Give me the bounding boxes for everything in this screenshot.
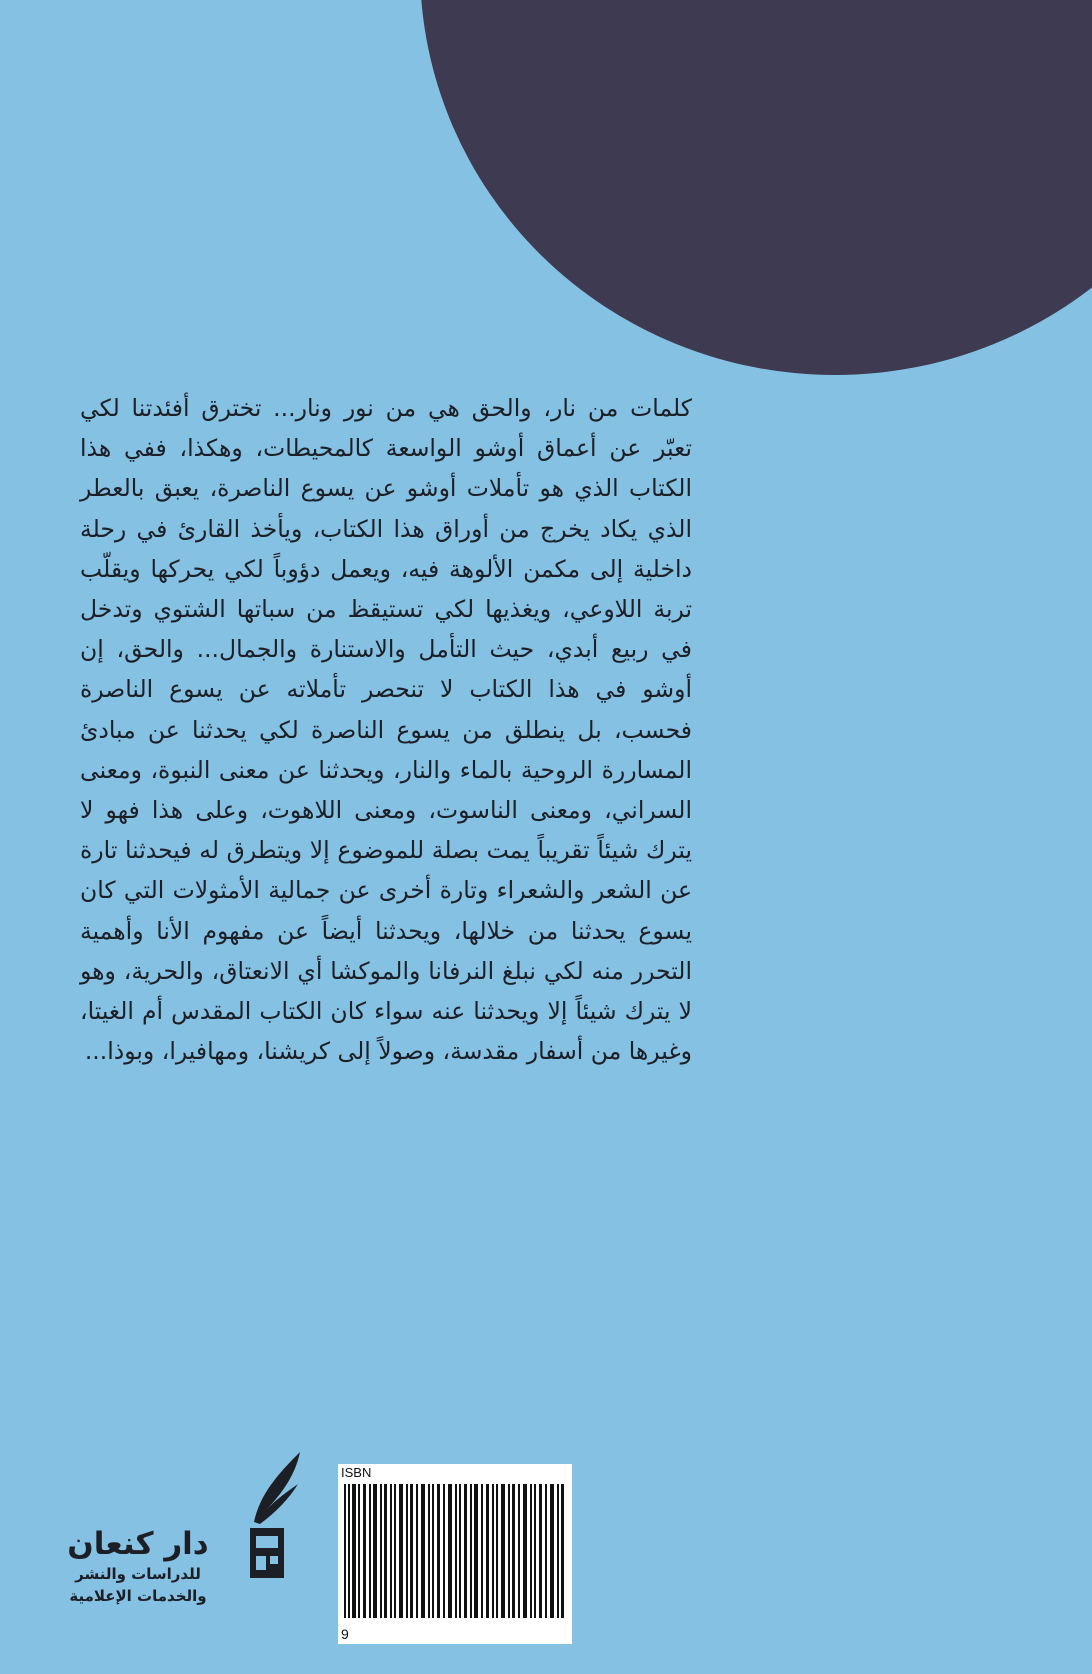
barcode-icon bbox=[342, 1484, 568, 1618]
isbn-barcode bbox=[338, 1464, 572, 1644]
decorative-circle bbox=[420, 0, 1092, 375]
back-cover-blurb bbox=[80, 388, 692, 1071]
isbn-first-digit: 9 bbox=[341, 1626, 349, 1642]
publisher-name: دار كنعان bbox=[67, 1526, 209, 1562]
publisher-imprint bbox=[58, 1525, 218, 1607]
publisher-subtitle-2: والخدمات الإعلامية bbox=[69, 1587, 207, 1605]
publisher-subtitle-1: للدراسات والنشر bbox=[75, 1565, 201, 1583]
isbn-label: ISBN bbox=[341, 1465, 372, 1480]
publisher-logo bbox=[240, 1444, 312, 1584]
quill-book-icon bbox=[240, 1444, 312, 1584]
blurb-text: كلمات من نار، والحق هي من نور ونار... تخترق أفئدتنا لكي تعبّر عن أعماق أوشو الواسعة كالمحيطات، وهكذا، ففي هذا الكتاب الذي هو تأملات أوشو عن يسوع الناصرة، يعبق بالعطر الذي يكاد يخرج من أوراق هذا الكتاب، ويأخذ القارئ في رحلة داخلية إلى مكمن الألوهة فيه، ويعمل دؤوباً لكي يحركها ويقلّب تربة اللاوعي، ويغذيها لكي تستيقظ من سباتها الشتوي وتدخل في ربيع أبدي، حيث التأمل والاستنارة والجمال... والحق، إن أوشو في هذا الكتاب لا تنحصر تأملاته عن يسوع الناصرة فحسب، بل ينطلق من يسوع الناصرة لكي يحدثنا عن مبادئ المساررة الروحية بالماء والنار، ويحدثنا عن معنى النبوة، ومعنى السراني، ومعنى الناسوت، ومعنى اللاهوت، وعلى هذا فهو لا يترك شيئاً تقريباً يمت بصلة للموضوع إلا ويتطرق له فيحدثنا تارة عن الشعر والشعراء وتارة أخرى عن جمالية الأمثولات التي كان يسوع يحدثنا من خلالها، ويحدثنا أيضاً عن مفهوم الأنا وأهمية التحرر منه لكي نبلغ النرفانا والموكشا أي الانعتاق، والحرية، وهو لا يترك شيئاً إلا ويحدثنا عنه سواء كان الكتاب المقدس أم الغيتا، وغيرها من أسفار مقدسة، وصولاً إلى كريشنا، ومهافيرا، وبوذا... bbox=[80, 394, 692, 1066]
